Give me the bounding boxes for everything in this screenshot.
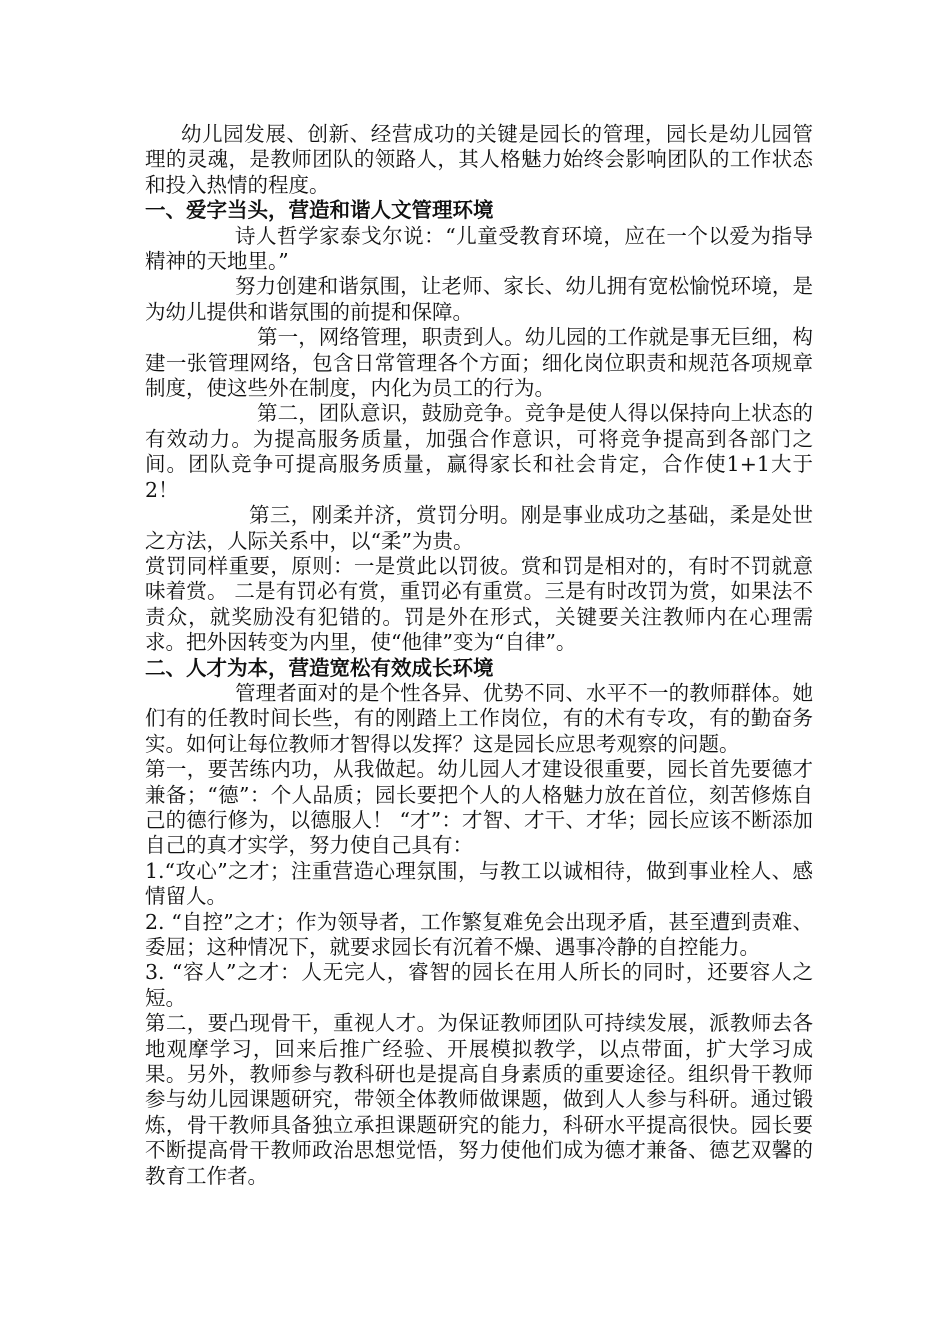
document-page bbox=[145, 122, 813, 1189]
reward-principles-paragraph: 赏罚同样重要，原则：一是赏此以罚彼。赏和罚是相对的，有时不罚就意味着赏。 二是有罚必有赏，重罚必有重赏。三是有时改罚为赏，如果法不责众，就奖励没有犯错的。罚是外在形式，关键要关注教师内在心理需求。把外因转变为内里，使“他律”变为“自律”。 bbox=[145, 553, 813, 655]
network-management-paragraph: 第一，网络管理，职责到人。幼儿园的工作就是事无巨细，构建一张管理网络，包含日常管理各个方面；细化岗位职责和规范各项规章制度，使这些外在制度，内化为员工的行为。 bbox=[145, 325, 813, 401]
intro-paragraph: 幼儿园发展、创新、经营成功的关键是园长的管理，园长是幼儿园管理的灵魂，是教师团队的领路人，其人格魅力始终会影响团队的工作状态和投入热情的程度。 bbox=[145, 122, 813, 197]
list-item-2: 2. “自控”之才；作为领导者，工作繁复难免会出现矛盾，甚至遭到责难、委屈；这种情况下，就要求园长有沉着不燥、遇事冷静的自控能力。 bbox=[145, 909, 813, 959]
team-awareness-paragraph: 第二，团队意识，鼓励竞争。竞争是使人得以保持向上状态的有效动力。为提高服务质量，加强合作意识，可将竞争提高到各部门之间。团队竞争可提高服务质量，赢得家长和社会肯定，合作使1+1大于2！ bbox=[145, 401, 813, 502]
section-1-heading: 一、爱字当头，营造和谐人文管理环境 bbox=[145, 198, 494, 223]
inner-skill-paragraph: 第一，要苦练内功，从我做起。幼儿园人才建设很重要，园长首先要德才兼备；“德”：个人品质；园长要把个人的人格魅力放在首位，刻苦修炼自己的德行修为，以德服人！ “才”：才智、才干、才华；园长应该不断添加自己的真才实学，努力使自己具有： bbox=[145, 757, 813, 858]
list-item-1: 1.“攻心”之才；注重营造心理氛围，与教工以诚相待，做到事业栓人、感情留人。 bbox=[145, 858, 813, 909]
backbone-teachers-paragraph: 第二，要凸现骨干，重视人才。为保证教师团队可持续发展，派教师去各地观摩学习，回来后推广经验、开展模拟教学，以点带面，扩大学习成果。另外，教师参与教科研也是提高自身素质的重要途径。组织骨干教师参与幼儿园课题研究，带领全体教师做课题，做到人人参与科研。通过锻炼，骨干教师具备独立承担课题研究的能力，科研水平提高很快。园长要不断提高骨干教师政治思想觉悟，努力使他们成为德才兼备、德艺双馨的教育工作者。 bbox=[145, 1011, 813, 1188]
list-item-3: 3. “容人”之才：人无完人，睿智的园长在用人所长的同时，还要容人之短。 bbox=[145, 960, 813, 1010]
teacher-group-paragraph: 管理者面对的是个性各异、优势不同、水平不一的教师群体。她们有的任教时间长些，有的刚踏上工作岗位，有的术有专攻，有的勤奋务实。如何让每位教师才智得以发挥？这是园长应思考观察的问题。 bbox=[145, 680, 813, 756]
harmony-paragraph: 努力创建和谐氛围，让老师、家长、幼儿拥有宽松愉悦环境，是为幼儿提供和谐氛围的前提和保障。 bbox=[145, 274, 813, 324]
reward-punishment-paragraph: 第三，刚柔并济，赏罚分明。刚是事业成功之基础，柔是处世之方法，人际关系中，以“柔”为贵。 bbox=[145, 503, 813, 553]
section-2-heading: 二、人才为本，营造宽松有效成长环境 bbox=[145, 655, 494, 680]
tagore-quote-paragraph: 诗人哲学家泰戈尔说：“儿童受教育环境，应在一个以爱为指导精神的天地里。” bbox=[145, 223, 813, 274]
